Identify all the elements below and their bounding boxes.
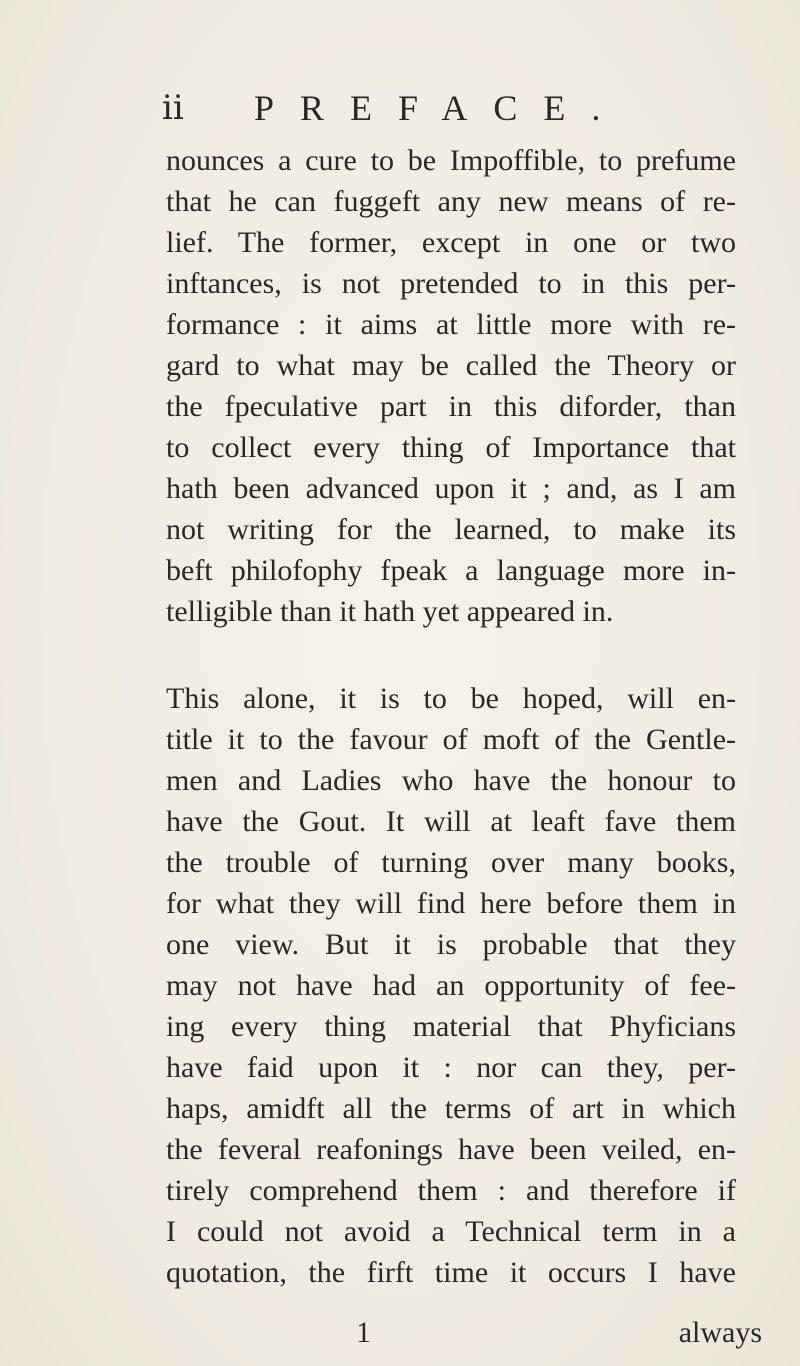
text-line: inftances, is not pretended to in this per- [166, 267, 736, 300]
text-line: have faid upon it : nor can they, per- [166, 1051, 736, 1084]
text-line: for what they will find here before them in [166, 887, 736, 920]
text-line: telligible than it hath yet appeared in. [166, 595, 614, 628]
paragraph-1 [166, 140, 736, 632]
text-line: one view. But it is probable that they [166, 928, 736, 961]
page-footer [166, 1311, 762, 1355]
text-line: nounces a cure to be Impoffible, to prefume [166, 144, 736, 177]
signature-mark: 1 [356, 1316, 371, 1349]
text-line: not writing for the learned, to make its [166, 513, 736, 546]
text-line: title it to the favour of moft of the Gentle- [166, 723, 736, 756]
text-line: the fpeculative part in this diforder, than [166, 390, 736, 423]
text-line: men and Ladies who have the honour to [166, 764, 736, 797]
text-line: tirely comprehend them : and therefore if [166, 1174, 736, 1207]
text-line: may not have had an opportunity of fee- [166, 969, 736, 1002]
text-line: haps, amidft all the terms of art in which [166, 1092, 736, 1125]
text-line: to collect every thing of Importance that [166, 431, 736, 464]
text-line: that he can fuggeft any new means of re- [166, 185, 736, 218]
text-line: ing every thing material that Phyficians [166, 1010, 736, 1043]
paragraph-gap [166, 632, 736, 678]
text-line: I could not avoid a Technical term in a [166, 1215, 736, 1248]
text-line: beft philofophy fpeak a language more in- [166, 554, 736, 587]
text-line: the feveral reafonings have been veiled, en- [166, 1133, 736, 1166]
paragraph-2 [166, 678, 736, 1293]
text-line: hath been advanced upon it ; and, as I am [166, 472, 736, 505]
body-text [166, 140, 736, 1293]
text-line: lief. The former, except in one or two [166, 226, 736, 259]
text-line: have the Gout. It will at leaft fave them [166, 805, 736, 838]
text-line: the trouble of turning over many books, [166, 846, 736, 879]
text-line: gard to what may be called the Theory or [166, 349, 736, 382]
running-title: PREFACE. [254, 88, 627, 128]
catchword: always [678, 1316, 762, 1349]
page-header [162, 88, 722, 138]
page-number: ii [162, 88, 184, 128]
text-line: quotation, the firft time it occurs I have [166, 1256, 736, 1289]
text-line: This alone, it is to be hoped, will en- [166, 682, 736, 715]
text-line: formance : it aims at little more with re- [166, 308, 736, 341]
